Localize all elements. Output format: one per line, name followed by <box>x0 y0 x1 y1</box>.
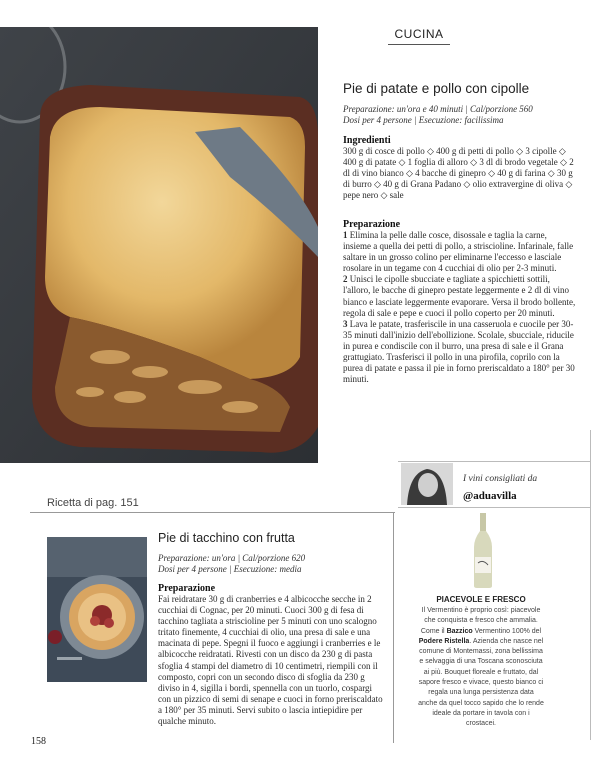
section-rule <box>388 44 450 45</box>
step-text: Elimina la pelle dalle cosce, disossale e taglia la carne, insieme a quella dei petti di pollo, a striscioline. Infarinale, falle saltare in un grosso colino per eliminarne l'eccesso e lasciale rosolare in un tegame con 4 cucchiai di olio per 2-3 minuti. <box>343 230 574 274</box>
recipe2-preparation-heading: Preparazione <box>158 583 216 594</box>
recipe1-meta <box>343 104 583 126</box>
step-number: 1 <box>343 230 348 240</box>
wine-text-part: Il Vermentino è proprio così: piacevole che conquista e fresco che ammalia. Come il <box>420 607 541 635</box>
wine-top-rule <box>398 461 590 462</box>
wine-brand: Bazzico <box>446 627 473 635</box>
recipe2-meta-line: Preparazione: un'ora | Cal/porzione 620 <box>158 553 306 563</box>
step-number: 3 <box>343 318 348 329</box>
ingredients-heading: Ingredienti <box>343 135 391 146</box>
wine-text-part: Vermentino 100% del <box>472 627 542 635</box>
pie-photo <box>0 27 318 463</box>
prep-step <box>343 274 576 318</box>
column-divider <box>590 430 591 740</box>
recipe2-meta <box>158 553 388 575</box>
wine-bottle-image <box>471 513 495 588</box>
wine-intro: I vini consigliati da <box>463 474 538 484</box>
step-text: Unisci le cipolle sbucciate e tagliate a spicchietti sottili, l'alloro, le bacche di ginepro pestate leggermente e 2 dl di vino bianco e lasciate leggermente evaporare. Versa il brodo bollente, regola di sale e pepe e cuoci il pollo coperto per 20 minuti. <box>343 274 576 318</box>
ingredients-text: 300 g di cosce di pollo ◇ 400 g di petti di pollo ◇ 3 cipolle ◇ 400 g di patate ◇ 1 foglia di alloro ◇ 3 dl di brodo vegetale ◇ 2 dl di vino bianco ◇ 4 bacche di ginepro ◇ 40 g di farina ◇ 30 g di burro ◇ 40 g di Grana Padano ◇ olio extravergine di oliva ◇ pepe nero ◇ sale <box>343 146 574 201</box>
avatar <box>401 463 453 505</box>
recipe2-meta-line: Dosi per 4 persone | Esecuzione: media <box>158 564 302 574</box>
turkey-pie-photo <box>47 537 147 682</box>
wine-rule <box>398 507 590 508</box>
preparation-heading: Preparazione <box>343 219 401 230</box>
prep-step <box>343 319 576 386</box>
reference-rule <box>30 512 395 513</box>
section-label: CUCINA <box>394 27 444 41</box>
wine-text-part: . Azienda che nasce nel comune di Montemassi, zona bellissima e selvaggia di una Toscana sconosciuta ai più. Bouquet floreale e fruttato, dal sapore fresco e vivace, questo bianco ci regala una lunga persistenza data anche da quel tocco sapido che lo rende ideale da portare in tavola con i crostacei. <box>418 637 544 728</box>
author-handle: @aduavilla <box>463 490 517 502</box>
sidebar-divider <box>393 513 394 743</box>
prep-step <box>343 230 576 274</box>
recipe1-title: Pie di patate e pollo con cipolle <box>343 81 530 96</box>
recipe2-preparation-text: Fai reidratare 30 g di cranberries e 4 albicocche secche in 2 cucchiai di Cognac, per 20 minuti. Cuoci 300 g di fesa di tacchino tagliata a striscioline per 5 minuti con uno scalogno tritato finemente, 4 cucchiai di olio, una presa di sale e una macinata di pepe. Spegni il fuoco e aggiungi i cranberries e le albicocche reidratati. Rivesti con un disco da 230 g di pasta sfoglia 4 stampi del diametro di 10 centimetri, riempili con il composto, copri con un secondo disco di sfoglia da 230 g diviso in 4, sigilla i bordi, spennella con un tuorlo, cospargi con un pizzico di semi di senape e cuoci in forno preriscaldato a 180° per 35 minuti. Servi subito o lascia intiepidire per qualche minuto. <box>158 594 383 727</box>
recipe1-meta-line: Dosi per 4 persone | Esecuzione: facilissima <box>343 115 504 125</box>
step-number: 2 <box>343 274 348 285</box>
page-number: 158 <box>31 736 46 747</box>
wine-title: PIACEVOLE E FRESCO <box>436 595 526 604</box>
page-reference: Ricetta di pag. 151 <box>47 497 139 509</box>
recipe1-meta-line: Preparazione: un'ora e 40 minuti | Cal/porzione 560 <box>343 104 533 114</box>
wine-description <box>418 606 544 730</box>
recipe2-title: Pie di tacchino con frutta <box>158 531 295 545</box>
preparation-text <box>343 230 576 385</box>
winery-name: Podere Ristella <box>418 637 470 645</box>
step-text: Lava le patate, trasferiscile in una casseruola e cuocile per 30-35 minuti dall'inizio dell'ebollizione. Scolale, sbucciale, riducile in purea e condiscile con il burro, una presa di sale e il Grana grattugiato. Trasferisci il pollo in una pirofila, coprilo con la purea di patate e passa il pie in forno preriscaldato a 180° per 30 minuti. <box>343 318 575 385</box>
